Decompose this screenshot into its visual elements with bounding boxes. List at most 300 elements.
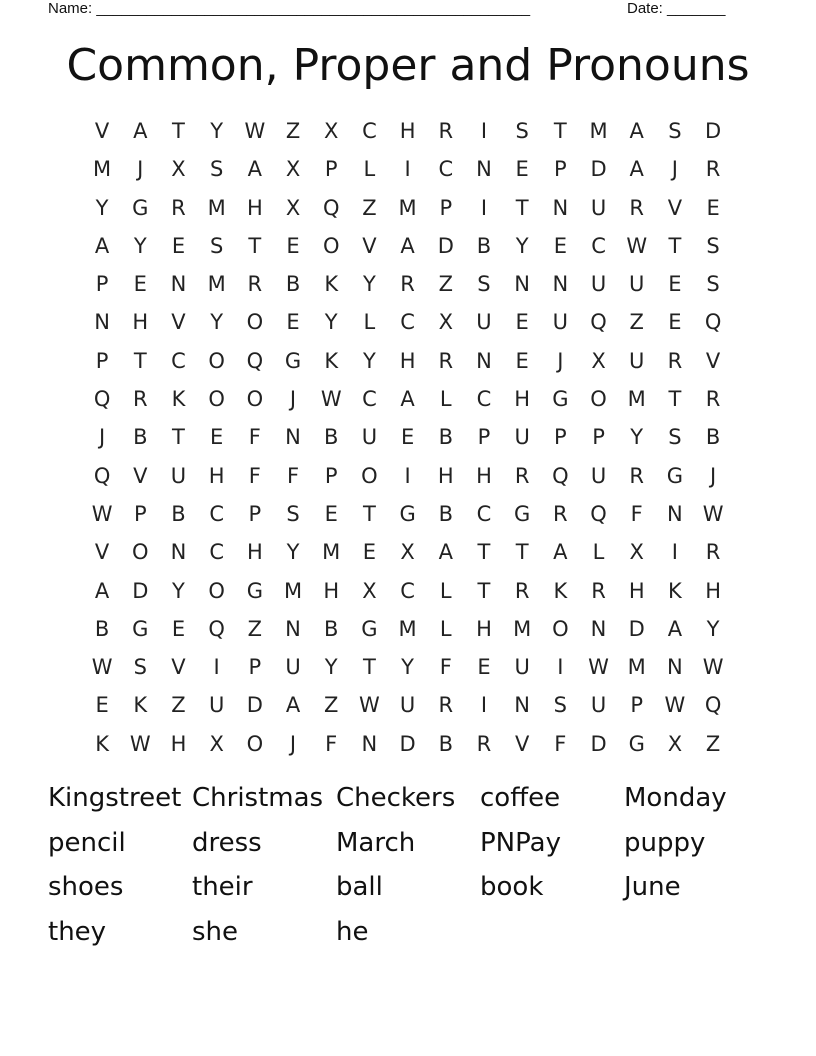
grid-letter: X xyxy=(400,540,415,565)
grid-letter: P xyxy=(95,272,109,297)
grid-letter: G xyxy=(284,348,302,373)
word-bank xyxy=(48,776,768,954)
grid-letter: R xyxy=(171,195,186,220)
grid-letter: P xyxy=(477,425,491,450)
grid-letter: L xyxy=(439,616,452,641)
grid-letter: K xyxy=(553,578,568,603)
grid-letter: X xyxy=(285,195,301,220)
grid-letter: A xyxy=(285,693,301,718)
grid-letter: Y xyxy=(630,425,644,450)
grid-letter: A xyxy=(247,157,263,182)
grid-letter: T xyxy=(172,425,185,450)
grid-letter: O xyxy=(208,387,225,412)
grid-letter: R xyxy=(132,387,148,412)
grid-letter: H xyxy=(437,463,454,488)
grid-letter: S xyxy=(209,233,224,258)
grid-letter: E xyxy=(171,233,186,258)
grid-letter: E xyxy=(668,272,682,297)
grid-letter: E xyxy=(133,272,147,297)
grid-letter: W xyxy=(244,119,266,143)
grid-letter: J xyxy=(289,731,297,756)
grid-letter: M xyxy=(398,616,417,641)
grid-letter: O xyxy=(208,348,225,373)
grid-letter: O xyxy=(132,540,149,565)
grid-letter: X xyxy=(667,731,683,756)
grid-letter: V xyxy=(667,195,683,220)
grid-letter: Y xyxy=(324,310,338,335)
grid-letter: E xyxy=(553,233,567,258)
grid-letter: W xyxy=(129,731,151,756)
grid-letter: D xyxy=(705,119,722,143)
grid-letter: Q xyxy=(552,463,569,488)
grid-letter: U xyxy=(361,425,378,450)
grid-letter: X xyxy=(629,540,644,565)
word-bank-item: puppy xyxy=(624,827,706,858)
grid-letter: N xyxy=(552,195,569,220)
grid-letter: T xyxy=(515,195,529,220)
grid-letter: X xyxy=(285,157,301,182)
grid-letter: P xyxy=(592,425,605,450)
word-bank-item: Kingstreet xyxy=(48,783,182,813)
grid-letter: Z xyxy=(362,195,377,220)
grid-letter: G xyxy=(628,731,645,756)
grid-letter: H xyxy=(628,578,645,603)
grid-letter: Z xyxy=(285,119,301,143)
grid-letter: L xyxy=(363,310,376,335)
word-bank-item: Checkers xyxy=(336,783,456,813)
grid-letter: Q xyxy=(93,463,111,488)
grid-letter: D xyxy=(399,731,416,756)
grid-letter: H xyxy=(246,540,263,565)
grid-letter: I xyxy=(671,540,678,565)
grid-letter: I xyxy=(404,157,411,182)
grid-letter: R xyxy=(514,578,530,603)
grid-letter: I xyxy=(213,655,220,680)
grid-letter: Z xyxy=(438,272,453,297)
grid-letter: L xyxy=(363,157,376,182)
grid-letter: U xyxy=(590,693,607,718)
grid-letter: N xyxy=(476,157,492,182)
grid-letter: R xyxy=(705,540,721,565)
grid-letter: M xyxy=(207,272,226,297)
grid-letter: I xyxy=(404,463,411,488)
grid-letter: K xyxy=(668,578,682,603)
word-bank-item: PNPay xyxy=(480,827,561,858)
grid-letter: O xyxy=(590,387,607,412)
grid-letter: U xyxy=(476,310,492,335)
grid-letter: R xyxy=(553,501,568,526)
grid-letter: V xyxy=(133,463,148,488)
grid-letter: G xyxy=(552,387,569,412)
grid-letter: Z xyxy=(171,693,186,718)
word-bank-item: March xyxy=(336,827,416,858)
grid-letter: U xyxy=(629,272,645,297)
grid-letter: B xyxy=(705,425,721,450)
grid-letter: Z xyxy=(629,310,644,335)
grid-letter: V xyxy=(94,540,110,565)
word-bank-item: dress xyxy=(192,827,262,858)
grid-letter: J xyxy=(671,157,678,182)
grid-letter: V xyxy=(362,233,377,258)
grid-letter: J xyxy=(709,463,717,488)
grid-letter: X xyxy=(324,119,339,143)
grid-letter: T xyxy=(172,119,185,143)
grid-letter: S xyxy=(706,272,720,297)
grid-letter: C xyxy=(400,310,415,335)
grid-letter: S xyxy=(515,119,529,143)
grid-letter: W xyxy=(320,387,342,412)
grid-letter: I xyxy=(480,119,488,143)
grid-letter: O xyxy=(246,310,264,335)
grid-letter: G xyxy=(666,463,684,488)
grid-letter: N xyxy=(94,310,110,335)
grid-letter: T xyxy=(362,655,376,680)
grid-letter: C xyxy=(400,578,415,603)
word-bank-item: they xyxy=(48,916,107,947)
grid-letter: G xyxy=(399,501,416,526)
grid-letter: W xyxy=(91,655,113,680)
grid-letter: E xyxy=(515,310,529,335)
word-bank-item: Christmas xyxy=(192,783,324,813)
grid-letter: Y xyxy=(172,578,185,603)
grid-letter: V xyxy=(171,655,186,680)
grid-letter: W xyxy=(702,655,724,680)
grid-letter: U xyxy=(590,272,607,297)
grid-letter: C xyxy=(362,387,377,412)
grid-letter: D xyxy=(590,731,607,756)
grid-letter: A xyxy=(629,157,644,182)
grid-letter: E xyxy=(286,233,300,258)
grid-letter: U xyxy=(285,655,301,680)
grid-letter: R xyxy=(705,387,721,412)
grid-letter: X xyxy=(591,348,606,373)
grid-letter: E xyxy=(171,616,186,641)
grid-letter: B xyxy=(324,425,339,450)
grid-letter: H xyxy=(399,119,416,143)
grid-letter: O xyxy=(208,578,225,603)
grid-letter: C xyxy=(476,501,492,526)
grid-letter: O xyxy=(552,616,569,641)
grid-letter: C xyxy=(591,233,606,258)
grid-letter: M xyxy=(589,119,608,143)
grid-letter: A xyxy=(400,387,415,412)
grid-letter: M xyxy=(283,578,303,603)
grid-letter: W xyxy=(588,655,609,680)
word-bank-item: their xyxy=(192,872,253,902)
grid-letter: R xyxy=(629,195,645,220)
grid-letter: T xyxy=(362,501,376,526)
grid-letter: H xyxy=(399,348,416,373)
grid-letter: Y xyxy=(286,540,300,565)
grid-letter: H xyxy=(705,578,721,603)
grid-letter: M xyxy=(627,655,646,680)
grid-letter: T xyxy=(553,119,567,143)
grid-letter: Q xyxy=(322,195,340,220)
grid-letter: B xyxy=(438,425,453,450)
grid-letter: C xyxy=(476,387,492,412)
grid-letter: M xyxy=(322,540,341,565)
grid-letter: Y xyxy=(95,195,109,220)
grid-letter: B xyxy=(94,616,110,641)
grid-letter: C xyxy=(438,157,454,182)
grid-letter: W xyxy=(702,501,724,526)
word-bank-item: shoes xyxy=(48,872,124,902)
grid-letter: Z xyxy=(247,616,263,641)
grid-letter: Y xyxy=(210,310,224,335)
grid-letter: K xyxy=(95,731,109,756)
grid-letter: L xyxy=(439,387,452,412)
grid-letter: H xyxy=(170,731,187,756)
grid-letter: E xyxy=(668,310,682,335)
grid-letter: M xyxy=(513,616,532,641)
grid-letter: R xyxy=(629,463,645,488)
grid-letter: M xyxy=(627,387,646,412)
grid-letter: V xyxy=(705,348,721,373)
grid-letter: A xyxy=(629,119,644,143)
grid-letter: E xyxy=(324,501,338,526)
grid-letter: G xyxy=(132,195,149,220)
grid-letter: J xyxy=(557,348,564,373)
grid-letter: N xyxy=(667,655,683,680)
grid-letter: N xyxy=(552,272,569,297)
grid-letter: G xyxy=(132,616,149,641)
grid-letter: X xyxy=(171,157,186,182)
word-bank-item: June xyxy=(624,872,681,902)
grid-letter: R xyxy=(476,731,492,756)
grid-letter: S xyxy=(477,272,491,297)
grid-letter: I xyxy=(480,693,488,718)
grid-letter: B xyxy=(133,425,148,450)
grid-letter: R xyxy=(667,348,683,373)
word-bank-item: pencil xyxy=(48,827,126,858)
grid-letter: I xyxy=(480,195,488,220)
grid-letter: M xyxy=(93,157,112,182)
grid-letter: S xyxy=(668,119,682,143)
grid-letter: P xyxy=(439,195,453,220)
grid-letter: G xyxy=(361,616,378,641)
grid-letter: E xyxy=(706,195,720,220)
page-title: Common, Proper and Pronouns xyxy=(66,40,750,91)
grid-letter: O xyxy=(246,387,264,412)
grid-letter: Y xyxy=(362,272,376,297)
word-bank-item: she xyxy=(192,916,239,947)
grid-letter: J xyxy=(289,387,297,412)
grid-letter: O xyxy=(361,463,378,488)
grid-letter: N xyxy=(476,348,492,373)
grid-letter: R xyxy=(514,463,530,488)
grid-letter: W xyxy=(626,233,648,258)
word-bank-item: book xyxy=(480,872,544,902)
grid-letter: A xyxy=(133,119,148,143)
grid-letter: B xyxy=(438,501,453,526)
grid-letter: W xyxy=(359,693,380,718)
grid-letter: N xyxy=(170,272,187,297)
grid-letter: V xyxy=(94,119,110,143)
grid-letter: G xyxy=(514,501,531,526)
grid-letter: N xyxy=(514,272,531,297)
grid-letter: B xyxy=(324,616,339,641)
grid-letter: D xyxy=(132,578,149,603)
grid-letter: Y xyxy=(324,655,338,680)
grid-letter: F xyxy=(554,731,567,756)
grid-letter: T xyxy=(133,348,147,373)
grid-letter: P xyxy=(248,501,262,526)
grid-letter: N xyxy=(361,731,378,756)
grid-letter: H xyxy=(132,310,149,335)
grid-letter: B xyxy=(476,233,492,258)
grid-letter: E xyxy=(515,348,529,373)
grid-letter: Y xyxy=(362,348,376,373)
grid-letter: R xyxy=(591,578,606,603)
grid-letter: D xyxy=(590,157,607,182)
grid-letter: R xyxy=(247,272,263,297)
grid-letter: E xyxy=(477,655,491,680)
grid-letter: P xyxy=(554,157,567,182)
grid-letter: S xyxy=(706,233,720,258)
grid-letter: H xyxy=(208,463,225,488)
name-field-label: Name: ____________________________________________________ xyxy=(48,0,531,17)
grid-letter: A xyxy=(438,540,453,565)
grid-letter: R xyxy=(438,119,454,143)
grid-letter: Z xyxy=(705,731,721,756)
grid-letter: X xyxy=(362,578,377,603)
grid-letter: P xyxy=(133,501,147,526)
grid-letter: H xyxy=(476,463,492,488)
grid-letter: X xyxy=(209,731,224,756)
grid-letter: U xyxy=(514,655,530,680)
grid-letter: B xyxy=(285,272,301,297)
grid-letter: E xyxy=(400,425,415,450)
grid-letter: A xyxy=(553,540,568,565)
grid-letter: E xyxy=(362,540,377,565)
grid-letter: D xyxy=(628,616,645,641)
grid-letter: S xyxy=(133,655,147,680)
grid-letter: U xyxy=(399,693,416,718)
grid-letter: J xyxy=(98,425,106,450)
grid-letter: V xyxy=(514,731,530,756)
word-bank-item: coffee xyxy=(480,783,561,813)
grid-letter: E xyxy=(286,310,300,335)
grid-letter: F xyxy=(248,425,261,450)
grid-letter: C xyxy=(209,540,224,565)
grid-letter: N xyxy=(170,540,187,565)
grid-letter: S xyxy=(209,157,224,182)
grid-letter: W xyxy=(664,693,686,718)
grid-letter: P xyxy=(630,693,644,718)
grid-letter: L xyxy=(592,540,605,565)
grid-letter: N xyxy=(285,425,301,450)
grid-letter: P xyxy=(554,425,567,450)
grid-letter: Q xyxy=(590,501,607,526)
grid-letter: Q xyxy=(208,616,225,641)
grid-letter: N xyxy=(667,501,683,526)
grid-letter: Y xyxy=(133,233,147,258)
grid-letter: Q xyxy=(704,693,722,718)
grid-letter: A xyxy=(94,233,110,258)
grid-letter: M xyxy=(398,195,417,220)
grid-letter: Y xyxy=(401,655,414,680)
grid-letter: U xyxy=(590,463,607,488)
grid-letter: D xyxy=(246,693,263,718)
grid-letter: H xyxy=(323,578,340,603)
grid-letter: U xyxy=(208,693,225,718)
grid-letter: K xyxy=(324,272,339,297)
grid-letter: P xyxy=(95,348,109,373)
grid-letter: H xyxy=(246,195,263,220)
grid-letter: B xyxy=(438,731,453,756)
grid-letter: L xyxy=(439,578,452,603)
grid-letter: F xyxy=(325,731,338,756)
grid-letter: R xyxy=(438,693,454,718)
grid-letter: O xyxy=(322,233,340,258)
grid-letter: Z xyxy=(324,693,339,718)
grid-letter: W xyxy=(91,501,113,526)
grid-letter: Y xyxy=(706,616,720,641)
grid-letter: V xyxy=(171,310,186,335)
grid-letter: U xyxy=(629,348,645,373)
grid-letter: K xyxy=(133,693,148,718)
grid-letter: F xyxy=(286,463,300,488)
grid-letter: T xyxy=(248,233,262,258)
grid-letter: I xyxy=(557,655,564,680)
grid-letter: T xyxy=(668,233,682,258)
grid-letter: T xyxy=(477,578,491,603)
grid-letter: U xyxy=(170,463,187,488)
grid-letter: C xyxy=(362,119,377,143)
grid-letter: P xyxy=(324,463,338,488)
grid-letter: U xyxy=(552,310,569,335)
grid-letter: E xyxy=(210,425,224,450)
letter-grid xyxy=(83,112,732,763)
grid-letter: A xyxy=(400,233,415,258)
grid-letter: S xyxy=(668,425,682,450)
grid-letter: S xyxy=(286,501,300,526)
grid-letter: K xyxy=(324,348,339,373)
grid-letter: Y xyxy=(515,233,529,258)
grid-letter: T xyxy=(668,387,682,412)
grid-letter: F xyxy=(630,501,643,526)
grid-letter: N xyxy=(514,693,531,718)
grid-letter: U xyxy=(514,425,530,450)
grid-letter: Q xyxy=(704,310,722,335)
grid-letter: T xyxy=(477,540,491,565)
grid-letter: N xyxy=(285,616,301,641)
grid-letter: E xyxy=(95,693,109,718)
grid-letter: H xyxy=(476,616,492,641)
grid-letter: H xyxy=(514,387,531,412)
header-line xyxy=(48,0,748,20)
grid-letter: U xyxy=(590,195,607,220)
grid-letter: T xyxy=(515,540,529,565)
grid-letter: A xyxy=(667,616,683,641)
grid-letter: R xyxy=(705,157,721,182)
grid-letter: K xyxy=(171,387,186,412)
grid-letter: P xyxy=(324,157,338,182)
grid-letter: Q xyxy=(590,310,607,335)
grid-letter: F xyxy=(439,655,452,680)
grid-letter: X xyxy=(438,310,453,335)
grid-letter: M xyxy=(207,195,226,220)
date-field-label: Date: _______ xyxy=(627,0,726,17)
grid-letter: S xyxy=(553,693,568,718)
grid-letter: N xyxy=(590,616,607,641)
grid-letter: O xyxy=(246,731,264,756)
grid-letter: E xyxy=(515,157,529,182)
word-bank-item: Monday xyxy=(624,783,727,813)
grid-letter: D xyxy=(437,233,454,258)
grid-letter: R xyxy=(438,348,454,373)
word-bank-item: ball xyxy=(336,872,383,902)
